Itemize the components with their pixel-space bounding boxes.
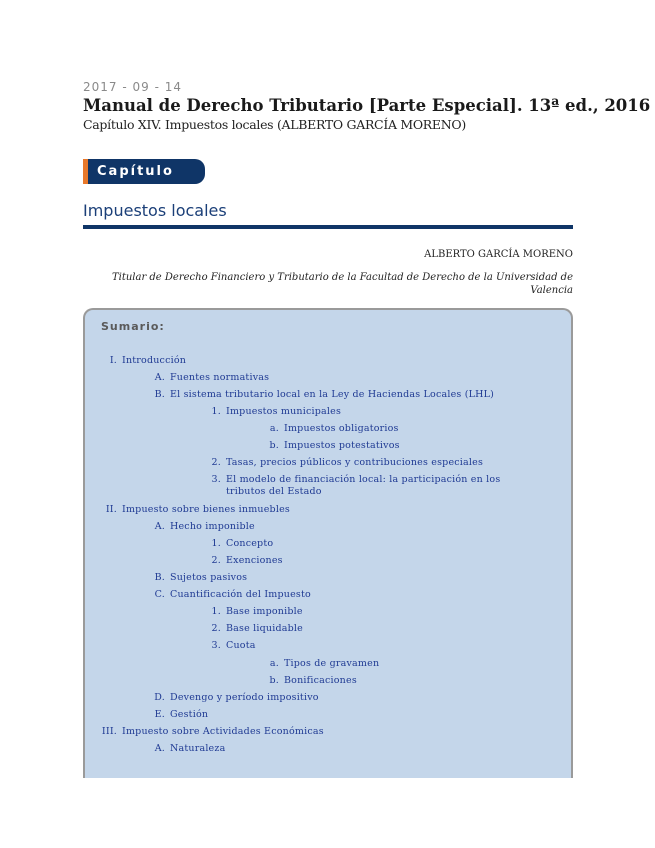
toc-item-label[interactable]: Impuestos obligatorios	[284, 423, 399, 434]
toc-item[interactable]	[193, 474, 506, 498]
toc-item[interactable]	[137, 389, 494, 401]
toc-item-label[interactable]: Tipos de gravamen	[284, 658, 380, 669]
toc-item-label[interactable]: Exenciones	[226, 555, 283, 566]
toc-item-label[interactable]: El sistema tributario local en la Ley de Haciendas Locales (LHL)	[170, 389, 495, 400]
toc-item[interactable]	[193, 640, 256, 652]
toc-item[interactable]	[193, 538, 273, 550]
toc-item-label[interactable]: Impuestos municipales	[226, 406, 342, 417]
toc-item[interactable]	[137, 589, 311, 601]
toc-item-label[interactable]: Impuesto sobre Actividades Económicas	[122, 726, 324, 737]
toc-item[interactable]	[137, 572, 247, 584]
chapter-subtitle: Capítulo XIV. Impuestos locales (ALBERTO GARCÍA MORENO)	[83, 117, 466, 132]
toc-item-label[interactable]: Gestión	[170, 709, 209, 720]
toc-item[interactable]	[87, 355, 186, 367]
toc-item[interactable]	[193, 606, 303, 618]
toc-item-label[interactable]: Introducción	[122, 355, 187, 366]
table-of-contents	[85, 310, 571, 778]
toc-item-number: A.	[154, 372, 165, 383]
toc-item-number: A.	[154, 743, 165, 754]
toc-item[interactable]	[193, 555, 283, 567]
chapter-tag: Capítulo XIV	[83, 159, 205, 184]
toc-item[interactable]	[249, 440, 400, 452]
toc-item-number: 1.	[211, 538, 221, 549]
toc-item[interactable]	[137, 692, 319, 704]
toc-item-number: 1.	[211, 406, 221, 417]
toc-item-number: 3.	[211, 640, 221, 651]
document-page	[83, 80, 651, 754]
author-name: ALBERTO GARCÍA MORENO	[424, 249, 573, 260]
toc-item-number: b.	[269, 675, 279, 686]
toc-item-label[interactable]: El modelo de financiación local: la participación en los tributos del Estado	[226, 474, 501, 497]
toc-item[interactable]	[137, 709, 208, 721]
toc-item-number: 2.	[211, 457, 221, 468]
toc-item[interactable]	[193, 406, 341, 418]
toc-item-number: C.	[154, 589, 165, 600]
toc-item-label[interactable]: Bonificaciones	[284, 675, 357, 686]
toc-item-number: II.	[105, 504, 117, 515]
toc-item-label[interactable]: Hecho imponible	[170, 521, 255, 532]
toc-item-label[interactable]: Fuentes normativas	[170, 372, 270, 383]
toc-item-label[interactable]: Base liquidable	[226, 623, 303, 634]
book-title: Manual de Derecho Tributario [Parte Especial]. 13ª ed., 2016	[83, 96, 651, 115]
toc-item-label[interactable]: Impuesto sobre bienes inmuebles	[122, 504, 290, 515]
toc-item[interactable]	[87, 504, 290, 516]
toc-item[interactable]	[249, 658, 379, 670]
toc-item-number: a.	[269, 658, 279, 669]
toc-item[interactable]	[193, 457, 483, 469]
toc-item-label[interactable]: Base imponible	[226, 606, 303, 617]
toc-item-number: a.	[269, 423, 279, 434]
toc-item-number: E.	[154, 709, 165, 720]
toc-item[interactable]	[137, 743, 225, 755]
toc-item-label[interactable]: Impuestos potestativos	[284, 440, 400, 451]
document-date: 2017 - 09 - 14	[83, 80, 182, 94]
toc-item-number: 3.	[211, 474, 221, 485]
toc-item-label[interactable]: Cuota	[226, 640, 256, 651]
summary-heading: Sumario:	[101, 320, 165, 333]
toc-item-number: A.	[154, 521, 165, 532]
toc-item[interactable]	[137, 372, 269, 384]
toc-item-label[interactable]: Devengo y período impositivo	[170, 692, 319, 703]
toc-item-label[interactable]: Naturaleza	[170, 743, 226, 754]
toc-item-label[interactable]: Sujetos pasivos	[170, 572, 248, 583]
title-divider	[83, 225, 573, 229]
toc-item-number: 2.	[211, 623, 221, 634]
author-affiliation: Titular de Derecho Financiero y Tributario de la Facultad de Derecho de la Universidad de Valencia	[111, 272, 573, 296]
toc-item-number: b.	[269, 440, 279, 451]
toc-item[interactable]	[193, 623, 303, 635]
summary-box	[83, 308, 573, 778]
toc-item-number: 1.	[211, 606, 221, 617]
toc-item[interactable]	[249, 423, 399, 435]
toc-item-number: B.	[154, 572, 165, 583]
toc-item-label[interactable]: Cuantificación del Impuesto	[170, 589, 311, 600]
toc-item-number: III.	[101, 726, 117, 737]
toc-item-number: I.	[109, 355, 117, 366]
toc-item-number: B.	[154, 389, 165, 400]
toc-item-number: 2.	[211, 555, 221, 566]
toc-item-label[interactable]: Concepto	[226, 538, 274, 549]
toc-item[interactable]	[87, 726, 324, 738]
toc-item-label[interactable]: Tasas, precios públicos y contribuciones especiales	[226, 457, 484, 468]
toc-item[interactable]	[249, 675, 357, 687]
chapter-title: Impuestos locales	[83, 201, 227, 220]
toc-item-number: D.	[154, 692, 165, 703]
toc-item[interactable]	[137, 521, 255, 533]
